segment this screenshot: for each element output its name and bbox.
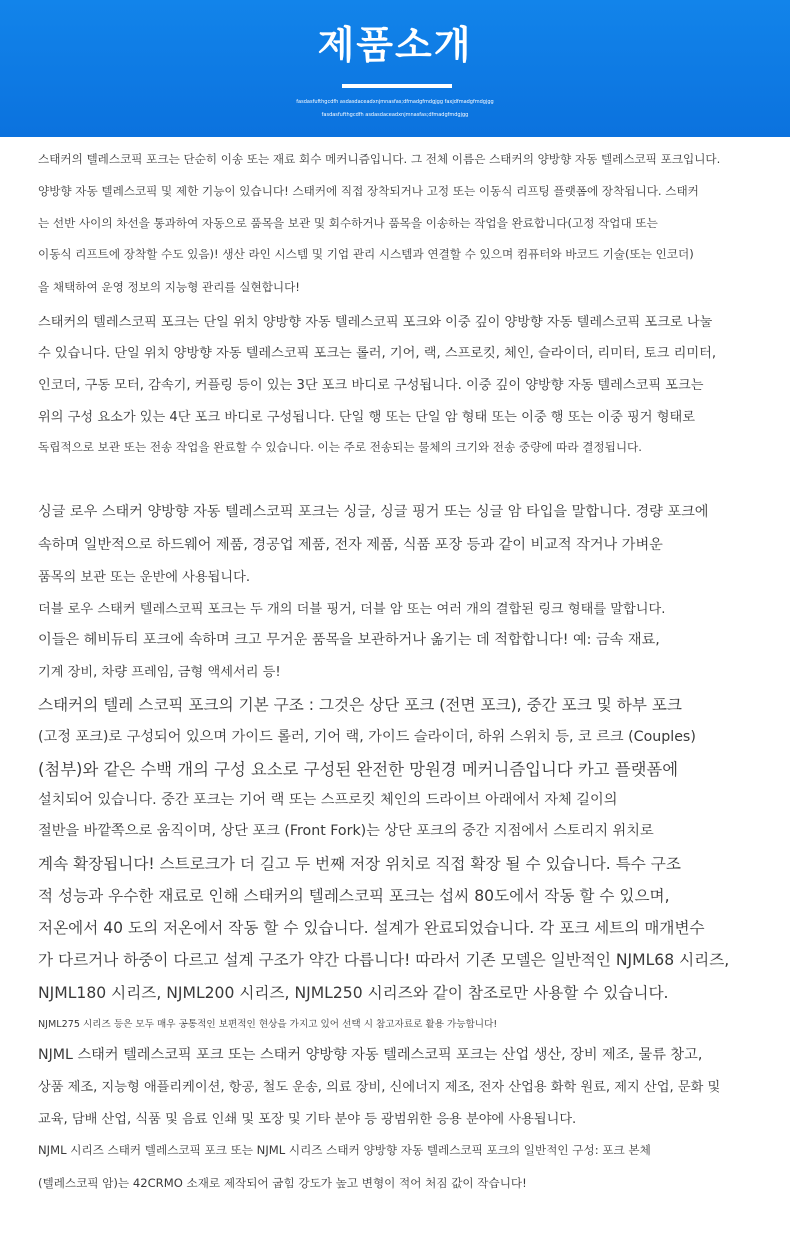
text-line-21: 절반을 바깥쪽으로 움직이며, 상단 포크 (Front Fork)는 상단 포크의 중간 지점에서 스토리지 위치로 bbox=[38, 823, 654, 839]
text-line-4: 이동식 리프트에 장착할 수도 있음)! 생산 라인 시스템 및 기업 관리 시스템과 연결할 수 있으며 컴퓨터와 바코드 기술(또는 인코더) bbox=[38, 247, 694, 261]
text-line-26: NJML180 시리즈, NJML200 시리즈, NJML250 시리즈와 같이 참조로만 사용할 수 있습니다. bbox=[38, 984, 669, 1002]
text-line-11: 싱글 로우 스태커 양방향 자동 텔레스코픽 포크는 싱글, 싱글 핑거 또는 싱글 암 타입을 말합니다. 경량 포크에 bbox=[38, 504, 709, 520]
header-banner bbox=[0, 0, 790, 137]
text-line-10: 독립적으로 보관 또는 전송 작업을 완료할 수 있습니다. 이는 주로 전송되는 물체의 크기와 전송 중량에 따라 결정됩니다. bbox=[38, 440, 642, 454]
text-line-20: 설치되어 있습니다. 중간 포크는 기어 랙 또는 스프로킷 체인의 드라이브 아래에서 자체 길이의 bbox=[38, 792, 618, 808]
text-line-17: 스태커의 텔레 스코픽 포크의 기본 구조 : 그것은 상단 포크 (전면 포크), 중간 포크 및 하부 포크 bbox=[38, 696, 682, 714]
text-line-13: 품목의 보관 또는 운반에 사용됩니다. bbox=[38, 570, 251, 585]
text-line-29: 상품 제조, 지능형 애플리케이션, 항공, 철도 운송, 의료 장비, 신에너지 제조, 전자 산업용 화학 원료, 제지 산업, 문화 및 bbox=[38, 1080, 721, 1095]
page-title: 제품소개 bbox=[317, 23, 473, 67]
text-line-5: 을 채택하여 운영 정보의 지능형 관리를 실현합니다! bbox=[38, 280, 300, 294]
banner-subtitle-line-2: fasdasfufthgcdfh asdasdaceadxnjmnasfas;dfmadgfmdgjgg bbox=[321, 112, 469, 118]
text-line-28: NJML 스태커 텔레스코픽 포크 또는 스태커 양방향 자동 텔레스코픽 포크는 산업 생산, 장비 제조, 물류 창고, bbox=[38, 1047, 703, 1063]
text-line-2: 양방향 자동 텔레스코픽 및 제한 기능이 있습니다! 스태커에 직접 장착되거나 고정 또는 이동식 리프팅 플랫폼에 장착됩니다. 스태커 bbox=[38, 184, 699, 198]
text-line-14: 더블 로우 스태커 텔레스코픽 포크는 두 개의 더블 핑거, 더블 암 또는 여러 개의 결합된 링크 형태를 말합니다. bbox=[38, 602, 666, 617]
text-line-3: 는 선반 사이의 차선을 통과하여 자동으로 품목을 보관 및 회수하거나 품목을 이송하는 작업을 완료합니다(고정 작업대 또는 bbox=[38, 216, 658, 230]
text-line-15: 이들은 헤비듀티 포크에 속하며 크고 무거운 품목을 보관하거나 옮기는 데 적합합니다! 예: 금속 재료, bbox=[38, 632, 660, 648]
text-line-19: (첨부)와 같은 수백 개의 구성 요소로 구성된 완전한 망원경 메커니즘입니다 카고 플랫폼에 bbox=[38, 760, 679, 779]
text-line-9: 위의 구성 요소가 있는 4단 포크 바디로 구성됩니다. 단일 행 또는 단일 암 형태 또는 이중 행 또는 이중 핑거 형태로 bbox=[38, 410, 695, 425]
text-line-18: (고정 포크)로 구성되어 있으며 가이드 롤러, 기어 랙, 가이드 슬라이더, 하위 스위치 등, 코 르크 (Couples) bbox=[38, 729, 696, 745]
text-line-32: (텔레스코픽 암)는 42CRMO 소재로 제작되어 굽힘 강도가 높고 변형이 적어 처짐 값이 작습니다! bbox=[38, 1176, 527, 1190]
text-line-30: 교육, 담배 산업, 식품 및 음료 인쇄 및 포장 및 기타 분야 등 광범위한 응용 분야에 사용됩니다. bbox=[38, 1112, 577, 1127]
text-line-7: 수 있습니다. 단일 위치 양방향 자동 텔레스코픽 포크는 롤러, 기어, 랙, 스프로킷, 체인, 슬라이더, 리미터, 토크 리미터, bbox=[38, 346, 717, 361]
text-line-12: 속하며 일반적으로 하드웨어 제품, 경공업 제품, 전자 제품, 식품 포장 등과 같이 비교적 작거나 가벼운 bbox=[38, 537, 663, 553]
text-line-27: NJML275 시리즈 등은 모두 매우 공통적인 보편적인 현상을 가지고 있어 선택 시 참고자료로 활용 가능합니다! bbox=[38, 1019, 498, 1030]
text-line-16: 기계 장비, 차량 프레임, 금형 액세서리 등! bbox=[38, 665, 281, 680]
text-line-1: 스태커의 텔레스코픽 포크는 단순히 이송 또는 재료 회수 메커니즘입니다. 그 전체 이름은 스태커의 양방향 자동 텔레스코픽 포크입니다. bbox=[38, 152, 721, 166]
text-line-8: 인코더, 구동 모터, 감속기, 커플링 등이 있는 3단 포크 바디로 구성됩니다. 이중 깊이 양방향 자동 텔레스코픽 포크는 bbox=[38, 378, 704, 393]
text-line-22: 계속 확장됩니다! 스트로크가 더 길고 두 번째 저장 위치로 직접 확장 될 수 있습니다. 특수 구조 bbox=[38, 855, 681, 873]
text-line-25: 가 다르거나 하중이 다르고 설계 구조가 약간 다릅니다! 따라서 기존 모델은 일반적인 NJML68 시리즈, bbox=[38, 951, 730, 969]
text-line-31: NJML 시리즈 스태커 텔레스코픽 포크 또는 NJML 시리즈 스태커 양방향 자동 텔레스코픽 포크의 일반적인 구성: 포크 본체 bbox=[38, 1143, 651, 1157]
text-line-23: 적 성능과 우수한 재료로 인해 스태커의 텔레스코픽 포크는 섭씨 80도에서 작동 할 수 있으며, bbox=[38, 887, 670, 905]
text-line-6: 스태커의 텔레스코픽 포크는 단일 위치 양방향 자동 텔레스코픽 포크와 이중 깊이 양방향 자동 텔레스코픽 포크로 나눌 bbox=[38, 315, 713, 330]
title-underline bbox=[342, 84, 452, 88]
text-line-24: 저온에서 40 도의 저온에서 작동 할 수 있습니다. 설계가 완료되었습니다. 각 포크 세트의 매개변수 bbox=[38, 919, 705, 937]
banner-subtitle-line-1: fasdasfufthgcdfh asdasdaceadxnjmnasfas;dfmadgfmdgjgg faxjdfmadgfmdgjgg bbox=[296, 99, 494, 105]
